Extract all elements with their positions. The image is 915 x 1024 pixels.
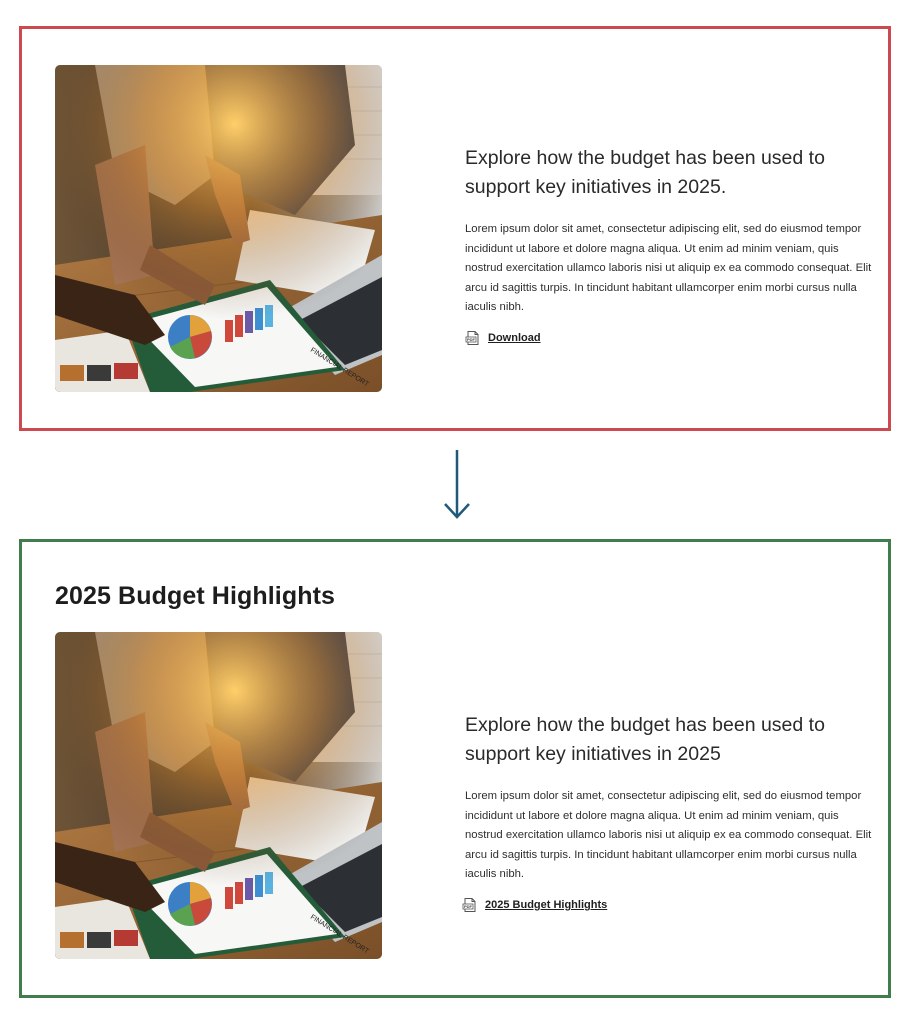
after-body: Lorem ipsum dolor sit amet, consectetur adipiscing elit, sed do eiusmod tempor incididunt ut labore et dolore magna aliqua. Ut enim ad minim veniam, quis nostrud exercitation ullamco laboris nisi ut aliquip ex ea commodo consequat. Elit arcu id sagittis turpis. In tincidunt habitant ullamcorper enim morbi cursus nulla iaculis nibh. bbox=[465, 790, 872, 881]
svg-text:PDF: PDF bbox=[464, 904, 472, 910]
photo-report-label: FINANCIAL REPORT bbox=[308, 346, 370, 389]
photo-report-label: FINANCIAL REPORT bbox=[308, 913, 370, 956]
pdf-file-icon bbox=[462, 897, 478, 913]
arrow-down-icon bbox=[441, 450, 473, 522]
before-text-column bbox=[465, 144, 875, 346]
pdf-file-icon bbox=[465, 330, 481, 346]
section-heading: 2025 Budget Highlights bbox=[55, 582, 336, 610]
after-download-link[interactable] bbox=[462, 897, 875, 913]
before-download-link[interactable] bbox=[465, 330, 875, 346]
after-text-column bbox=[465, 711, 875, 913]
after-subtitle: Explore how the budget has been used to support key initiatives in 2025 bbox=[465, 714, 825, 765]
download-label[interactable]: Download bbox=[488, 331, 541, 344]
before-subtitle: Explore how the budget has been used to support key initiatives in 2025. bbox=[465, 147, 825, 198]
budget-photo bbox=[55, 65, 382, 392]
svg-text:PDF: PDF bbox=[467, 337, 475, 343]
before-body: Lorem ipsum dolor sit amet, consectetur adipiscing elit, sed do eiusmod tempor incididunt ut labore et dolore magna aliqua. Ut enim ad minim veniam, quis nostrud exercitation ullamco laboris nisi ut aliquip ex ea commodo consequat. Elit arcu id sagittis turpis. In tincidunt habitant ullamcorper enim morbi cursus nulla iaculis nibh. bbox=[465, 223, 872, 314]
download-label[interactable]: 2025 Budget Highlights bbox=[485, 898, 608, 911]
budget-photo bbox=[55, 632, 382, 959]
before-panel bbox=[19, 26, 891, 431]
financial-report-image bbox=[55, 632, 382, 959]
after-panel bbox=[19, 539, 891, 998]
financial-report-image bbox=[55, 65, 382, 392]
